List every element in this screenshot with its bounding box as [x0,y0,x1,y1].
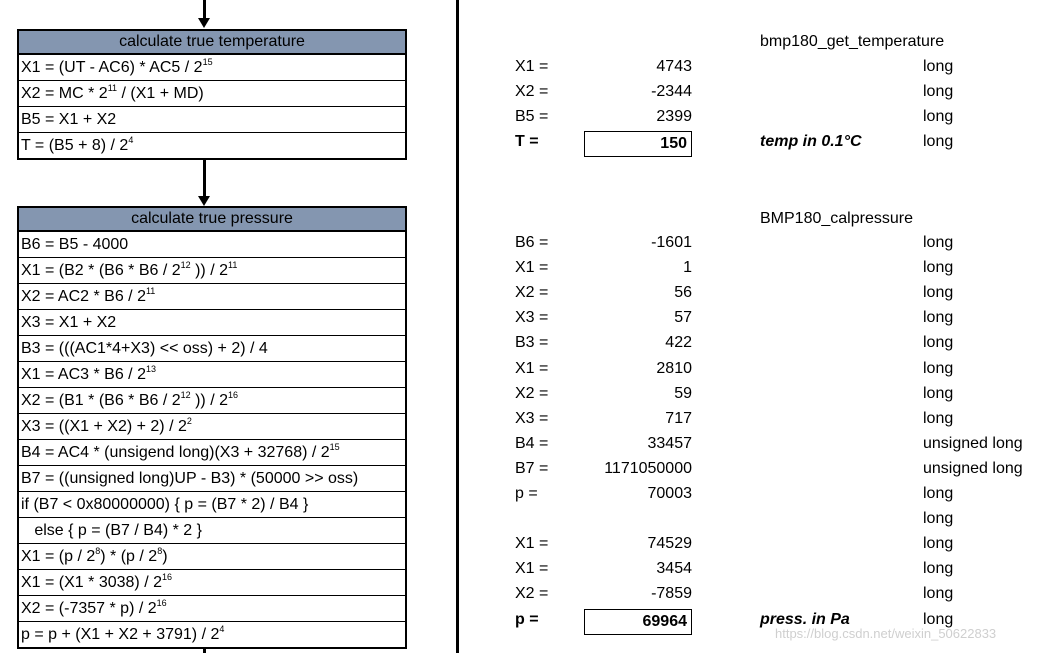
pressure-variable-type: long [923,510,954,528]
pressure-formula-row: $X2 = AC2 * B6 / 2^{11}$ [19,284,405,310]
temperature-box-title: calculate true temperature [19,31,405,55]
pressure-result-value: 69964 [584,609,692,635]
pressure-variable-type: long [923,384,954,402]
pressure-formula-row: $X2 = (B1 * (B6 * B6 / 2^{12}$ )) / $2^{16}$ [19,388,405,414]
pressure-variable-value: 59 [674,384,692,402]
pressure-formula-row: $X2 = (-7357 * p) / 2^{16}$ [19,596,405,622]
temperature-formula-row: $T = (B5 + 8) / 2^4$ [21,135,134,154]
pressure-variable-type: unsigned long [923,434,1023,452]
pressure-variable-label: p = [515,610,539,628]
pressure-formula-row: $p = p + (X1 + X2 + 3791) / 2^4$ [21,624,225,643]
pressure-variable-value: 717 [665,409,692,427]
pressure-formula-rows [19,232,405,647]
pressure-variable-value: 56 [674,284,692,302]
pressure-variable-value: -1601 [651,234,692,251]
flow-arrow-top-line [203,0,206,20]
pressure-formula-row: B7 = ((unsigned long)UP - B3) * (50000 >> oss) [19,466,405,492]
pressure-formula-row: B4 = AC4 * (unsigend long)(X3 + $32768) / 2^{15}$ [19,440,405,466]
temperature-variable-type: long [923,133,954,151]
pressure-formula-row: X3 = X1 + X2 [19,310,405,336]
pressure-variable-type: long [923,610,954,628]
flow-arrow-middle-line [203,157,206,197]
pressure-variable-type: long [923,234,954,251]
pressure-variable-value: 1 [683,259,692,277]
pressure-variable-label: X3 = [515,309,549,327]
pressure-variable-type: long [923,259,954,277]
pressure-variable-label: X1 = [515,535,549,553]
pressure-variable-label: B4 = [515,434,549,452]
pressure-variable-type: long [923,409,954,427]
temperature-formula-row: $X1 = (UT - AC6) * AC5 / 2^{15}$ [19,55,405,81]
pressure-variable-type: long [923,334,954,352]
flow-arrow-top-head [198,18,210,28]
pressure-variable-type: long [923,359,954,377]
flow-arrow-middle-head [198,196,210,206]
pressure-variable-label: p = [515,485,538,502]
watermark-text: https://blog.csdn.net/weixin_50622833 [775,626,997,641]
temperature-function-name: bmp180_get_temperature [760,33,945,50]
pressure-variable-label: X1 = [515,259,549,277]
pressure-variable-type: long [923,284,954,302]
pressure-variable-label: B7 = [515,459,549,477]
pressure-variable-type: unsigned long [923,459,1023,477]
pressure-variable-type: long [923,309,954,327]
pressure-variable-value: 74529 [647,535,692,553]
pressure-variable-label: X1 = [515,560,549,578]
pressure-formula-row: B3 = (((AC1*4+X3) << oss) + 2) / 4 [19,336,405,362]
temperature-variable-type: long [923,58,954,75]
temperature-formula-box [17,29,407,160]
temperature-formula-rows [19,55,405,158]
pressure-variable-value: -7859 [651,585,692,603]
pressure-formula-row: $X1 = (X1 * 3038) / 2^{16}$ [19,570,405,596]
pressure-formula-row: else { p = (B7 / B4) * 2 } [19,518,405,544]
temperature-variable-label: B5 = [515,108,549,126]
pressure-variable-type: long [923,585,954,603]
temperature-result-note: temp in 0.1°C [760,133,862,151]
temperature-variable-value: 2399 [656,108,692,126]
pressure-variable-label: X2 = [515,384,549,402]
pressure-formula-row: $X3 = ((X1 + X2) + 2) / 2^2$ [19,414,405,440]
pressure-function-name: BMP180_calpressure [760,210,913,227]
temperature-result-value: 150 [584,131,692,157]
pressure-formula-row: B6 = B5 - 4000 [19,232,405,258]
pressure-variable-value: 70003 [647,485,692,502]
pressure-box-title: calculate true pressure [19,208,405,232]
temperature-variable-value: 4743 [656,58,692,75]
temperature-variable-label: X2 = [515,83,549,101]
pressure-variable-label: B3 = [515,334,549,352]
pressure-formula-row: $X1 = (B2 * (B6 * B6 / 2^{12}$ )) / $2^{11}$ [19,258,405,284]
column-divider [456,0,459,653]
temperature-formula-row: X2 = MC * $2^{11} / (X1 + MD)$ [19,81,405,107]
pressure-variable-type: long [923,560,954,578]
pressure-formula-row: $X1 = (p / 2^8) * (p / 2^8)$ [19,544,405,570]
pressure-variable-label: B6 = [515,234,549,251]
pressure-variable-label: X1 = [515,359,549,377]
pressure-variable-value: 2810 [656,359,692,377]
pressure-variable-value: 1171050000 [604,459,692,477]
temperature-formula-row: B5 = X1 + X2 [19,107,405,133]
temperature-variable-label: X1 = [515,58,549,75]
pressure-result-note: press. in Pa [760,610,850,628]
pressure-formula-row: if (B7 < 0x80000000) { p = (B7 * 2) / B4 } [19,492,405,518]
temperature-variable-type: long [923,83,954,101]
temperature-variable-label: T = [515,133,539,151]
pressure-formula-row: $X1 = AC3 * B6 / 2^{13}$ [19,362,405,388]
pressure-variable-value: 57 [674,309,692,327]
temperature-variable-value: -2344 [651,83,692,101]
temperature-variable-type: long [923,108,954,126]
pressure-variable-label: X2 = [515,284,549,302]
pressure-variable-value: 33457 [647,434,692,452]
pressure-variable-value: 3454 [656,560,692,578]
pressure-variable-value: 422 [665,334,692,352]
pressure-variable-label: X3 = [515,409,549,427]
pressure-variable-type: long [923,535,954,553]
pressure-formula-box [17,206,407,649]
pressure-variable-label: X2 = [515,585,549,603]
pressure-variable-type: long [923,485,954,502]
